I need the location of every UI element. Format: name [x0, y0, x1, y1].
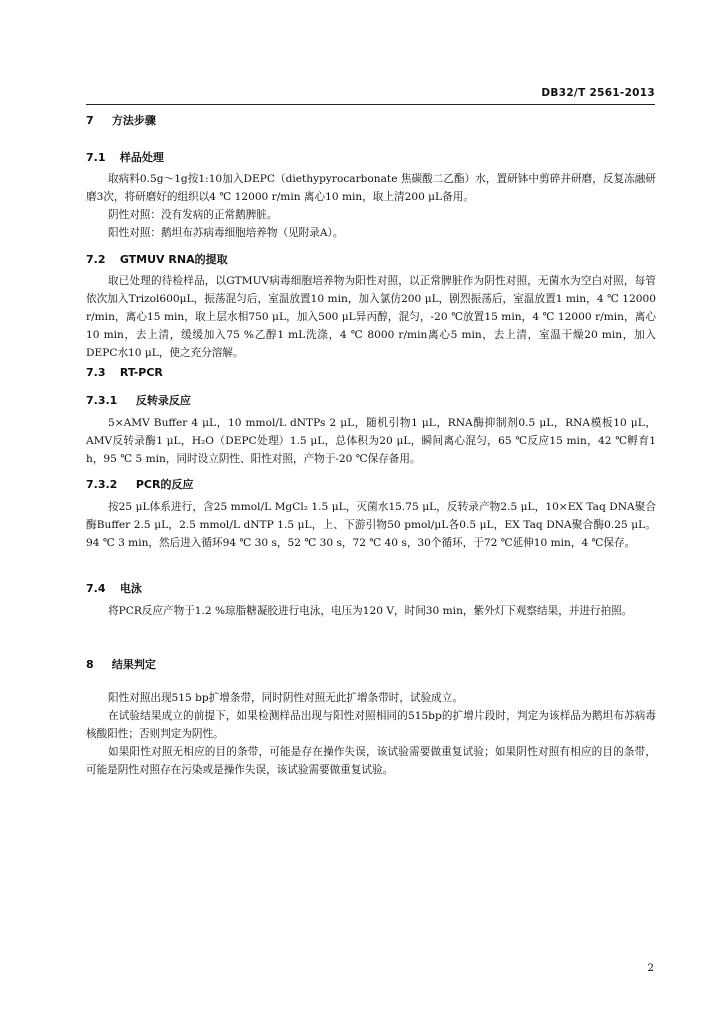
section-7-1-heading [86, 149, 164, 165]
standard-code: DB32/T 2561-2013 [541, 87, 655, 99]
header-rule [86, 104, 655, 105]
electrophoresis-paragraph: 将PCR反应产物于1.2 %琼脂糖凝胶进行电泳，电压为120 V，时间30 min，紫外灯下观察结果，并进行拍照。 [108, 605, 633, 617]
section-number: 7.3.2 [86, 478, 118, 491]
section-number: 7.4 [86, 582, 106, 595]
section-number: 8 [86, 658, 94, 671]
section-7-2-heading [86, 251, 228, 267]
section-title: PCR的反应 [135, 478, 194, 491]
section-number: 7.3.1 [86, 394, 118, 407]
section-7-3-2-heading [86, 476, 193, 492]
section-title: GTMUV RNA的提取 [119, 253, 228, 266]
section-8-heading [86, 656, 156, 672]
result-positive-paragraph: 在试验结果成立的前提下，如果检测样品出现与阳性对照相同的515bp的扩增片段时，判定为该样品为鹅坦布苏病毒核酸阳性；否则判定为阴性。 [86, 710, 656, 740]
rna-extraction-paragraph: 取已处理的待检样品，以GTMUV病毒细胞培养物为阳性对照，以正常脾脏作为阴性对照，无菌水为空白对照，每管依次加入Trizol600μL，振荡混匀后，室温放置10 min，加入氯仿200 μL，剧烈振荡后，室温放置1 min，4 ℃ 12000 r/min，离心15 min，取上层水相750 μL，加入500 μL异丙醇，混匀，-20 ℃放置15 min，4 ℃ 12000 r/min，离心10 min，去上清，缓缓加入75 %乙醇1 mL洗涤，4 ℃ 8000 r/min离心5 min，去上清，室温干燥20 min，加入DEPC水10 μL，使之充分溶解。 [86, 275, 656, 359]
sample-processing-paragraph: 取病料0.5g～1g按1:10加入DEPC（diethypyrocarbonate 焦碳酸二乙酯）水，置研钵中剪碎并研磨，反复冻融研磨3次，将研磨好的组织以4 ℃ 12000 r/min 离心10 min，取上清200 μL备用。 [86, 173, 656, 203]
section-number: 7.1 [86, 151, 106, 164]
section-number: 7.2 [86, 253, 106, 266]
section-title: 结果判定 [111, 658, 156, 671]
section-7-heading [86, 112, 156, 128]
section-title: 方法步骤 [111, 114, 156, 127]
page-number: 2 [647, 962, 654, 974]
section-title: 电泳 [119, 582, 142, 595]
section-7-3-heading [86, 366, 163, 379]
result-retest-paragraph: 如果阳性对照无相应的目的条带，可能是存在操作失误，该试验需要做重复试验；如果阴性对照有相应的目的条带，可能是阴性对照存在污染或是操作失误，该试验需要做重复试验。 [86, 746, 656, 776]
section-7-3-1-heading [86, 392, 191, 408]
section-number: 7 [86, 114, 94, 127]
section-number: 7.3 [86, 366, 106, 379]
pcr-reaction-paragraph: 按25 μL体系进行，含25 mmol/L MgCl₂ 1.5 μL，灭菌水15.75 μL，反转录产物2.5 μL，10×EX Taq DNA聚合酶Buffer 2.5 μL，2.5 mmol/L dNTP 1.5 μL，上、下游引物50 pmol/μL各0.5 μL，EX Taq DNA聚合酶0.25 μL。94 ℃ 3 min，然后进入循环94 ℃ 30 s，52 ℃ 30 s，72 ℃ 40 s，30个循环，于72 ℃延伸10 min，4 ℃保存。 [86, 501, 656, 549]
section-title: 样品处理 [119, 151, 164, 164]
section-title: 反转录反应 [135, 394, 191, 407]
result-validity-paragraph: 阳性对照出现515 bp扩增条带，同时阴性对照无此扩增条带时，试验成立。 [108, 692, 463, 704]
section-7-4-heading [86, 580, 142, 596]
negative-control-paragraph: 阴性对照：没有发病的正常鹅脾脏。 [108, 209, 278, 221]
section-title: RT-PCR [119, 366, 163, 379]
positive-control-paragraph: 阳性对照：鹅坦布苏病毒细胞培养物（见附录A）。 [108, 227, 344, 239]
reverse-transcription-paragraph: 5×AMV Buffer 4 μL，10 mmol/L dNTPs 2 μL，随机引物1 μL，RNA酶抑制剂0.5 μL，RNA模板10 μL，AMV反转录酶1 μL，H₂O（DEPC处理）1.5 μL，总体积为20 μL，瞬间离心混匀，65 ℃反应15 min，42 ℃孵育1 h，95 ℃ 5 min，同时设立阴性、阳性对照，产物于-20 ℃保存备用。 [86, 417, 656, 465]
